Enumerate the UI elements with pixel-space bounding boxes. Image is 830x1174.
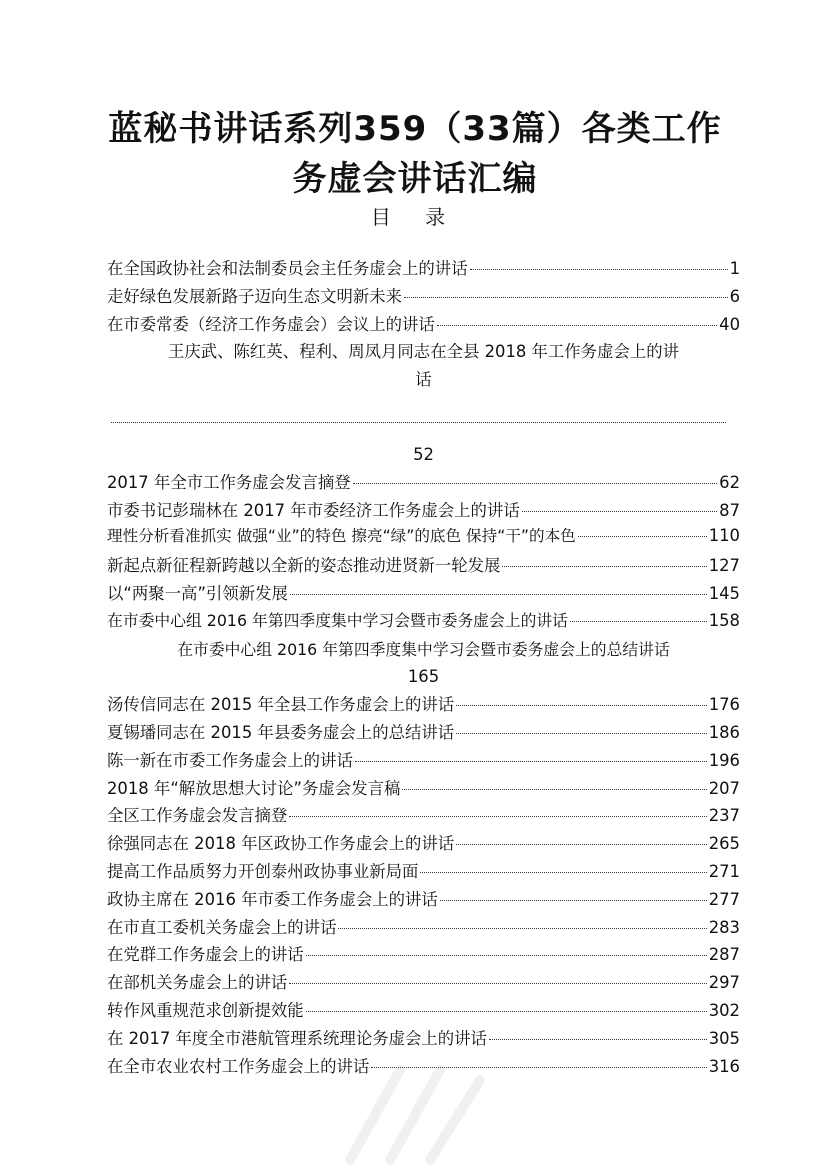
toc-entry-title: 徐强同志在 2018 年区政协工作务虚会上的讲话 xyxy=(107,834,455,854)
toc-leader-dots xyxy=(440,899,707,901)
toc-leader-dots xyxy=(489,1038,707,1040)
toc-entry[interactable] xyxy=(107,775,740,803)
toc-leader-dots xyxy=(290,593,707,595)
toc-leader-dots xyxy=(355,760,707,762)
toc-entry-title-line-1: 在市委中心组 2016 年第四季度集中学习会暨市委务虚会上的总结讲话 xyxy=(177,639,670,659)
toc-entry[interactable] xyxy=(107,969,740,997)
toc-entry[interactable] xyxy=(107,691,740,719)
toc-spacer xyxy=(107,394,740,412)
toc-entry[interactable] xyxy=(107,997,740,1025)
toc-entry-title: 在市委常委（经济工作务虚会）会议上的讲话 xyxy=(107,314,435,334)
toc-leader-dots xyxy=(456,704,707,706)
toc-entry-title: 在市直工委机关务虚会上的讲话 xyxy=(107,917,337,937)
table-of-contents xyxy=(107,255,740,1080)
toc-entry-title: 在部机关务虚会上的讲话 xyxy=(107,973,288,993)
document-title xyxy=(80,104,750,204)
toc-leader-dots xyxy=(306,1010,707,1012)
toc-leader-dots xyxy=(420,871,706,873)
toc-entry-page: 316 xyxy=(708,1056,740,1076)
toc-entry-wrapped[interactable] xyxy=(107,338,740,468)
toc-entry-title: 政协主席在 2016 年市委工作务虚会上的讲话 xyxy=(107,889,438,909)
toc-entry-page: 158 xyxy=(708,610,740,630)
toc-entry-page: 186 xyxy=(708,722,740,742)
toc-entry-title: 在市委中心组 2016 年第四季度集中学习会暨市委务虚会上的讲话 xyxy=(107,610,568,630)
toc-entry-page: 237 xyxy=(708,806,740,826)
toc-entry[interactable] xyxy=(107,858,740,886)
toc-entry[interactable] xyxy=(107,830,740,858)
toc-heading: 目 录 xyxy=(370,205,460,229)
toc-leader-dots xyxy=(338,927,706,929)
toc-entry[interactable] xyxy=(107,719,740,747)
toc-leader-dots xyxy=(578,535,707,537)
toc-entry-page: 271 xyxy=(708,861,740,881)
toc-entry-title: 走好绿色发展新路子迈向生态文明新未来 xyxy=(107,286,403,306)
toc-entry-page: 87 xyxy=(719,500,740,520)
toc-entry[interactable] xyxy=(107,497,740,525)
toc-entry[interactable] xyxy=(107,914,740,942)
toc-entry-page: 277 xyxy=(708,889,740,909)
toc-entry-title: 全区工作务虚会发言摘登 xyxy=(107,806,288,826)
toc-entry-wrapped[interactable] xyxy=(107,636,740,692)
toc-entry[interactable] xyxy=(107,1025,740,1053)
toc-entry-page: 6 xyxy=(729,286,740,306)
toc-spacer xyxy=(107,423,740,441)
toc-leader-dots xyxy=(111,412,726,423)
toc-entry-title-line-2: 话 xyxy=(415,370,432,390)
toc-entry-title: 市委书记彭瑞林在 2017 年市委经济工作务虚会上的讲话 xyxy=(107,500,520,520)
toc-leader-dots xyxy=(402,788,706,790)
toc-entry[interactable] xyxy=(107,283,740,311)
toc-entry-page: 196 xyxy=(708,750,740,770)
toc-entry-title: 汤传信同志在 2015 年全县工作务虚会上的讲话 xyxy=(107,695,455,715)
toc-entry[interactable] xyxy=(107,311,740,339)
toc-entry-title: 提高工作品质努力开创泰州政协事业新局面 xyxy=(107,861,419,881)
toc-entry-page: 145 xyxy=(708,583,740,603)
toc-entry-title: 转作风重规范求创新提效能 xyxy=(107,1000,304,1020)
toc-entry-title: 在党群工作务虚会上的讲话 xyxy=(107,945,304,965)
toc-leader-dots xyxy=(456,843,707,845)
toc-entry[interactable] xyxy=(107,524,740,552)
toc-entry-title: 以“两聚一高”引领新发展 xyxy=(107,583,288,603)
toc-entry-title-line-1: 王庆武、陈红英、程利、周凤月同志在全县 2018 年工作务虚会上的讲 xyxy=(167,342,680,362)
toc-leader-dots xyxy=(353,482,718,484)
toc-entry[interactable] xyxy=(107,886,740,914)
toc-leader-dots xyxy=(502,565,706,567)
toc-entry[interactable] xyxy=(107,469,740,497)
toc-entry-page: 302 xyxy=(708,1000,740,1020)
toc-entry[interactable] xyxy=(107,608,740,636)
toc-leader-dots xyxy=(437,324,717,326)
toc-leader-dots xyxy=(470,268,728,270)
title-line-2: 务虚会讲话汇编 xyxy=(292,159,538,199)
toc-entry-page: 110 xyxy=(708,526,740,546)
toc-entry-title: 在 2017 年度全市港航管理系统理论务虚会上的讲话 xyxy=(107,1028,487,1048)
toc-leader-dots xyxy=(570,620,707,622)
watermark-stamp-icon xyxy=(330,1050,510,1170)
toc-leader-dots xyxy=(522,510,717,512)
toc-entry-title: 陈一新在市委工作务虚会上的讲话 xyxy=(107,750,353,770)
toc-entry-title: 在全国政协社会和法制委员会主任务虚会上的讲话 xyxy=(107,259,468,278)
toc-entry-title: 新起点新征程新跨越以全新的姿态推动进贤新一轮发展 xyxy=(107,556,501,576)
toc-entry[interactable] xyxy=(107,802,740,830)
title-line-1: 蓝秘书讲话系列359（33篇）各类工作 xyxy=(108,109,722,149)
toc-entry[interactable] xyxy=(107,941,740,969)
toc-entry[interactable] xyxy=(107,747,740,775)
toc-entry-title: 理性分析看准抓实 做强“业”的特色 擦亮“绿”的底色 保持“干”的本色 xyxy=(107,527,576,546)
toc-entry[interactable] xyxy=(107,552,740,580)
toc-entry-title: 夏锡璠同志在 2015 年县委务虚会上的总结讲话 xyxy=(107,722,455,742)
toc-leader-dots xyxy=(404,296,728,298)
toc-entry-page: 127 xyxy=(708,556,740,576)
toc-entry-page: 1 xyxy=(729,259,740,278)
toc-entry-title: 2018 年“解放思想大讨论”务虚会发言稿 xyxy=(107,778,401,798)
toc-entry-page: 52 xyxy=(413,444,434,464)
toc-entry-page: 283 xyxy=(708,917,740,937)
toc-leader-dots xyxy=(289,982,706,984)
toc-entry-page: 265 xyxy=(708,834,740,854)
toc-entry-page: 287 xyxy=(708,945,740,965)
toc-entry-title: 在全市农业农村工作务虚会上的讲话 xyxy=(107,1056,370,1076)
toc-leader-dots xyxy=(456,732,707,734)
toc-entry-page: 207 xyxy=(708,778,740,798)
toc-entry-page: 176 xyxy=(708,695,740,715)
toc-leader-dots xyxy=(306,954,707,956)
toc-entry-page: 165 xyxy=(407,667,440,687)
toc-entry-page: 297 xyxy=(708,973,740,993)
toc-entry-page: 305 xyxy=(708,1028,740,1048)
toc-entry[interactable] xyxy=(107,255,740,283)
toc-entry[interactable] xyxy=(107,580,740,608)
toc-leader-dots xyxy=(289,815,706,817)
toc-entry-page: 40 xyxy=(719,314,740,334)
toc-entry-title: 2017 年全市工作务虚会发言摘登 xyxy=(107,472,351,492)
toc-entry-page: 62 xyxy=(719,472,740,492)
